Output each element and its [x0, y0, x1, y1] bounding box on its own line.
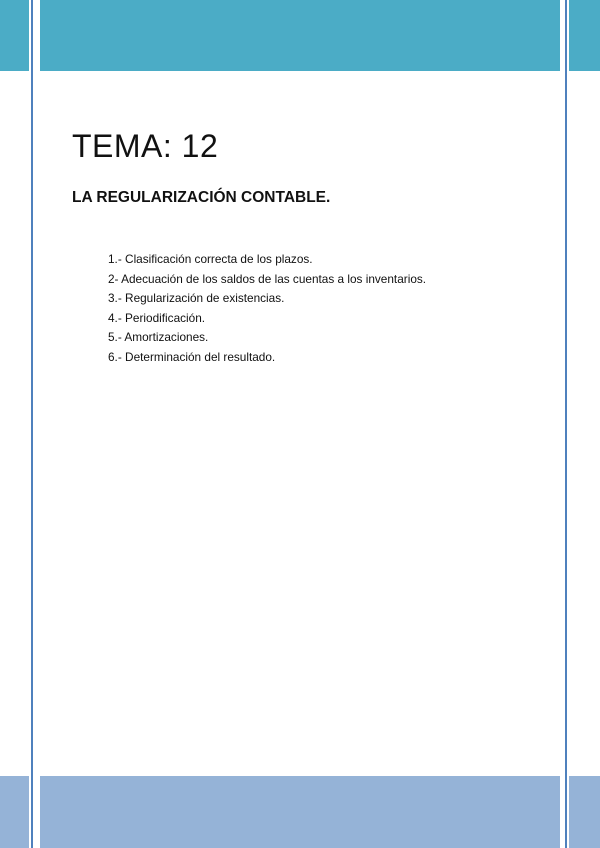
- page-content-area: [40, 71, 560, 776]
- page-title: TEMA: 12: [72, 128, 219, 164]
- topic-item: 5.- Amortizaciones.: [108, 330, 209, 345]
- page-subtitle: LA REGULARIZACIÓN CONTABLE.: [72, 189, 331, 206]
- header-band: [0, 0, 600, 71]
- footer-band: [0, 776, 600, 848]
- topic-item: 4.- Periodificación.: [108, 310, 206, 325]
- topic-item: 3.- Regularización de existencias.: [108, 291, 285, 306]
- topic-item: 1.- Clasificación correcta de los plazos.: [108, 252, 313, 266]
- left-border-rule: [31, 0, 33, 848]
- topic-item: 6.- Determinación del resultado.: [108, 349, 276, 364]
- topic-item: 2- Adecuación de los saldos de las cuentas a los inventarios.: [108, 271, 427, 286]
- topics-list: [108, 250, 426, 368]
- right-border-rule: [565, 0, 567, 848]
